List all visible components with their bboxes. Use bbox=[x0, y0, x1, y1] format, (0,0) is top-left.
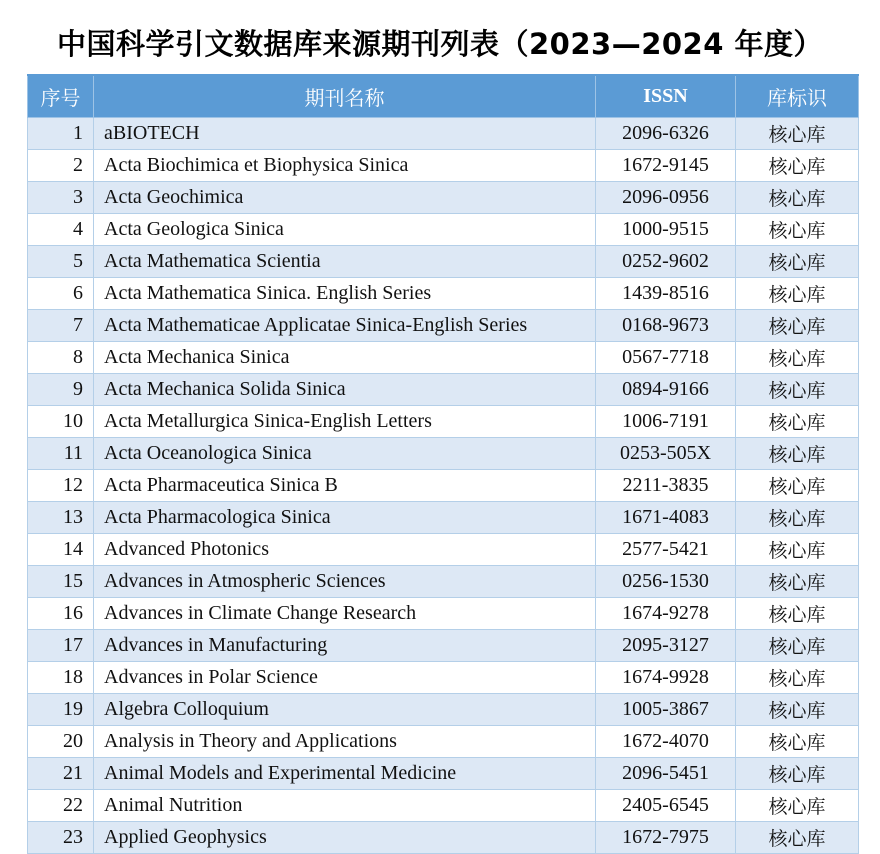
table-row bbox=[28, 630, 859, 662]
row-seq: 11 bbox=[28, 438, 94, 470]
row-journal-name: Acta Pharmacologica Sinica bbox=[94, 502, 596, 534]
table-row bbox=[28, 374, 859, 406]
row-journal-name: Advanced Photonics bbox=[94, 534, 596, 566]
row-issn: 0894-9166 bbox=[596, 374, 736, 406]
table-row bbox=[28, 246, 859, 278]
row-database-tag: 核心库 bbox=[736, 310, 859, 342]
row-journal-name: Animal Models and Experimental Medicine bbox=[94, 758, 596, 790]
row-database-tag: 核心库 bbox=[736, 790, 859, 822]
row-database-tag: 核心库 bbox=[736, 342, 859, 374]
row-issn: 0252-9602 bbox=[596, 246, 736, 278]
row-journal-name: Acta Biochimica et Biophysica Sinica bbox=[94, 150, 596, 182]
row-issn: 2405-6545 bbox=[596, 790, 736, 822]
row-seq: 21 bbox=[28, 758, 94, 790]
row-seq: 13 bbox=[28, 502, 94, 534]
table-row bbox=[28, 438, 859, 470]
row-issn: 2577-5421 bbox=[596, 534, 736, 566]
row-issn: 1672-7975 bbox=[596, 822, 736, 854]
row-journal-name: Acta Mathematica Sinica. English Series bbox=[94, 278, 596, 310]
row-issn: 1674-9278 bbox=[596, 598, 736, 630]
table-header-row bbox=[28, 75, 859, 118]
table-row bbox=[28, 182, 859, 214]
table-row bbox=[28, 470, 859, 502]
row-journal-name: Acta Geologica Sinica bbox=[94, 214, 596, 246]
table-row bbox=[28, 758, 859, 790]
table-row bbox=[28, 726, 859, 758]
row-database-tag: 核心库 bbox=[736, 758, 859, 790]
row-seq: 16 bbox=[28, 598, 94, 630]
row-journal-name: Acta Oceanologica Sinica bbox=[94, 438, 596, 470]
table-row bbox=[28, 694, 859, 726]
row-issn: 0256-1530 bbox=[596, 566, 736, 598]
row-seq: 23 bbox=[28, 822, 94, 854]
row-database-tag: 核心库 bbox=[736, 246, 859, 278]
row-issn: 2096-0956 bbox=[596, 182, 736, 214]
row-seq: 15 bbox=[28, 566, 94, 598]
row-journal-name: Acta Pharmaceutica Sinica B bbox=[94, 470, 596, 502]
row-seq: 2 bbox=[28, 150, 94, 182]
row-journal-name: Advances in Manufacturing bbox=[94, 630, 596, 662]
header-name: 期刊名称 bbox=[94, 75, 596, 118]
table-row bbox=[28, 790, 859, 822]
row-journal-name: Acta Geochimica bbox=[94, 182, 596, 214]
row-issn: 2096-6326 bbox=[596, 118, 736, 150]
row-journal-name: Animal Nutrition bbox=[94, 790, 596, 822]
header-tag: 库标识 bbox=[736, 75, 859, 118]
row-database-tag: 核心库 bbox=[736, 694, 859, 726]
row-issn: 1000-9515 bbox=[596, 214, 736, 246]
row-seq: 10 bbox=[28, 406, 94, 438]
table-row bbox=[28, 406, 859, 438]
row-journal-name: Acta Mathematica Scientia bbox=[94, 246, 596, 278]
row-database-tag: 核心库 bbox=[736, 214, 859, 246]
table-row bbox=[28, 822, 859, 854]
table-row bbox=[28, 662, 859, 694]
row-database-tag: 核心库 bbox=[736, 630, 859, 662]
table-body bbox=[28, 118, 859, 854]
row-seq: 18 bbox=[28, 662, 94, 694]
row-issn: 1005-3867 bbox=[596, 694, 736, 726]
row-seq: 8 bbox=[28, 342, 94, 374]
row-journal-name: aBIOTECH bbox=[94, 118, 596, 150]
row-journal-name: Algebra Colloquium bbox=[94, 694, 596, 726]
table-row bbox=[28, 118, 859, 150]
row-issn: 1674-9928 bbox=[596, 662, 736, 694]
row-journal-name: Acta Metallurgica Sinica-English Letters bbox=[94, 406, 596, 438]
row-database-tag: 核心库 bbox=[736, 374, 859, 406]
row-journal-name: Advances in Atmospheric Sciences bbox=[94, 566, 596, 598]
row-seq: 6 bbox=[28, 278, 94, 310]
row-journal-name: Advances in Climate Change Research bbox=[94, 598, 596, 630]
table-row bbox=[28, 310, 859, 342]
table-row bbox=[28, 566, 859, 598]
row-database-tag: 核心库 bbox=[736, 182, 859, 214]
row-seq: 12 bbox=[28, 470, 94, 502]
row-issn: 1006-7191 bbox=[596, 406, 736, 438]
row-seq: 20 bbox=[28, 726, 94, 758]
table-row bbox=[28, 534, 859, 566]
row-database-tag: 核心库 bbox=[736, 406, 859, 438]
row-issn: 2096-5451 bbox=[596, 758, 736, 790]
row-journal-name: Acta Mechanica Sinica bbox=[94, 342, 596, 374]
row-database-tag: 核心库 bbox=[736, 598, 859, 630]
table-row bbox=[28, 214, 859, 246]
row-seq: 5 bbox=[28, 246, 94, 278]
row-journal-name: Advances in Polar Science bbox=[94, 662, 596, 694]
row-database-tag: 核心库 bbox=[736, 822, 859, 854]
row-database-tag: 核心库 bbox=[736, 278, 859, 310]
journal-table bbox=[27, 74, 859, 854]
row-issn: 0567-7718 bbox=[596, 342, 736, 374]
table-row bbox=[28, 598, 859, 630]
row-journal-name: Acta Mathematicae Applicatae Sinica-English Series bbox=[94, 310, 596, 342]
row-seq: 3 bbox=[28, 182, 94, 214]
row-journal-name: Acta Mechanica Solida Sinica bbox=[94, 374, 596, 406]
row-seq: 9 bbox=[28, 374, 94, 406]
row-seq: 4 bbox=[28, 214, 94, 246]
row-database-tag: 核心库 bbox=[736, 502, 859, 534]
row-issn: 2211-3835 bbox=[596, 470, 736, 502]
row-seq: 7 bbox=[28, 310, 94, 342]
row-issn: 1672-9145 bbox=[596, 150, 736, 182]
row-issn: 0253-505X bbox=[596, 438, 736, 470]
row-database-tag: 核心库 bbox=[736, 150, 859, 182]
row-database-tag: 核心库 bbox=[736, 726, 859, 758]
row-database-tag: 核心库 bbox=[736, 438, 859, 470]
row-journal-name: Analysis in Theory and Applications bbox=[94, 726, 596, 758]
header-issn: ISSN bbox=[596, 75, 736, 118]
row-database-tag: 核心库 bbox=[736, 118, 859, 150]
row-issn: 1671-4083 bbox=[596, 502, 736, 534]
row-seq: 22 bbox=[28, 790, 94, 822]
row-database-tag: 核心库 bbox=[736, 534, 859, 566]
row-seq: 14 bbox=[28, 534, 94, 566]
row-database-tag: 核心库 bbox=[736, 662, 859, 694]
row-seq: 17 bbox=[28, 630, 94, 662]
row-issn: 1439-8516 bbox=[596, 278, 736, 310]
row-journal-name: Applied Geophysics bbox=[94, 822, 596, 854]
table-row bbox=[28, 278, 859, 310]
row-database-tag: 核心库 bbox=[736, 470, 859, 502]
table-row bbox=[28, 342, 859, 374]
row-issn: 1672-4070 bbox=[596, 726, 736, 758]
row-database-tag: 核心库 bbox=[736, 566, 859, 598]
row-issn: 0168-9673 bbox=[596, 310, 736, 342]
row-seq: 19 bbox=[28, 694, 94, 726]
table-row bbox=[28, 502, 859, 534]
header-seq: 序号 bbox=[28, 75, 94, 118]
row-seq: 1 bbox=[28, 118, 94, 150]
table-row bbox=[28, 150, 859, 182]
page-title: 中国科学引文数据库来源期刊列表（2023—2024 年度） bbox=[56, 27, 824, 61]
row-issn: 2095-3127 bbox=[596, 630, 736, 662]
